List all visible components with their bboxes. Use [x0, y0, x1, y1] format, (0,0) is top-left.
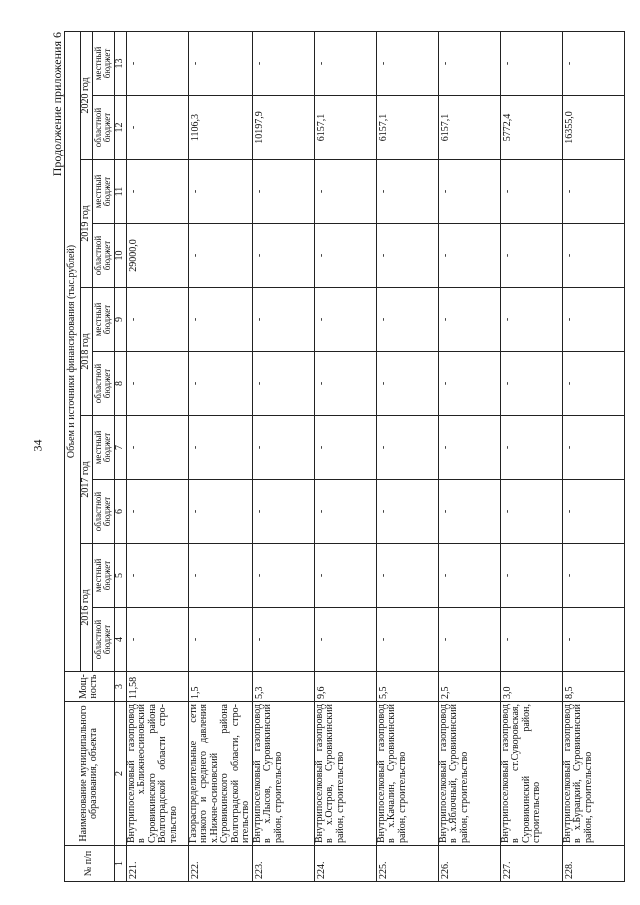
local-budget-value: - [438, 31, 500, 95]
regional-budget-value: - [438, 224, 500, 288]
financing-table [64, 31, 625, 882]
regional-budget-value: 5772,4 [500, 96, 562, 160]
local-budget-value: - [252, 544, 314, 608]
object-name: Внутрипоселковый газопровод в х.Остров, Суровикинский район, строительство [314, 702, 376, 846]
column-number: 9 [114, 288, 126, 352]
local-budget-value: - [188, 160, 252, 224]
header-year-2019: 2019 год [81, 160, 93, 288]
local-budget-value: - [252, 416, 314, 480]
regional-budget-value: - [438, 480, 500, 544]
regional-budget-value: - [500, 608, 562, 672]
local-budget-value: - [438, 544, 500, 608]
table-row [438, 31, 500, 881]
table-body [126, 31, 624, 881]
column-number: 2 [114, 702, 126, 846]
header-capacity: Мощ-ность [65, 672, 115, 702]
regional-budget-value: - [252, 608, 314, 672]
header-local-budget: местный бюджет [92, 288, 114, 352]
capacity-value: 2,5 [438, 672, 500, 702]
local-budget-value: - [500, 288, 562, 352]
row-number: 222. [188, 846, 252, 882]
object-name: Газораспределительные сети низкого и среднего давления х.Нижне-осиновский Суровикинского района Волгоградской области, стро-ительство [188, 702, 252, 846]
row-number: 227. [500, 846, 562, 882]
local-budget-value: - [500, 416, 562, 480]
row-number: 228. [562, 846, 624, 882]
header-year-2018: 2018 год [81, 288, 93, 416]
local-budget-value: - [376, 288, 438, 352]
page-number: 34 [30, 439, 45, 452]
local-budget-value: - [500, 160, 562, 224]
row-number: 226. [438, 846, 500, 882]
regional-budget-value: - [376, 480, 438, 544]
local-budget-value: - [314, 416, 376, 480]
capacity-value: 11,58 [126, 672, 188, 702]
column-number: 10 [114, 224, 126, 288]
header-local-budget: местный бюджет [92, 544, 114, 608]
column-number: 13 [114, 31, 126, 95]
local-budget-value: - [252, 288, 314, 352]
local-budget-value: - [376, 31, 438, 95]
regional-budget-value: 6157,1 [376, 96, 438, 160]
regional-budget-value: - [188, 608, 252, 672]
regional-budget-value: - [562, 608, 624, 672]
header-num: № п/п [65, 846, 115, 882]
object-name: Внутрипоселковый газопровод в х.Качалин, Суровикинский район, строительство [376, 702, 438, 846]
rotated-table-page [50, 32, 610, 882]
local-budget-value: - [314, 160, 376, 224]
local-budget-value: - [126, 31, 188, 95]
regional-budget-value: 1106,3 [188, 96, 252, 160]
capacity-value: 8,5 [562, 672, 624, 702]
regional-budget-value: 16355,0 [562, 96, 624, 160]
capacity-value: 3,0 [500, 672, 562, 702]
local-budget-value: - [500, 544, 562, 608]
regional-budget-value: - [500, 224, 562, 288]
column-number: 3 [114, 672, 126, 702]
table-row [252, 31, 314, 881]
local-budget-value: - [438, 288, 500, 352]
local-budget-value: - [376, 544, 438, 608]
local-budget-value: - [562, 31, 624, 95]
regional-budget-value: 10197,9 [252, 96, 314, 160]
row-number: 221. [126, 846, 188, 882]
object-name: Внутрипоселковый газопровод в х.Яблочный, Суровикинский район, строительство [438, 702, 500, 846]
local-budget-value: - [438, 160, 500, 224]
local-budget-value: - [188, 416, 252, 480]
local-budget-value: - [188, 31, 252, 95]
row-number: 225. [376, 846, 438, 882]
regional-budget-value: - [314, 608, 376, 672]
regional-budget-value: - [562, 224, 624, 288]
object-name: Внутрипоселковый газопровод в х.Бурацкий, Суровикинский район, строительство [562, 702, 624, 846]
local-budget-value: - [376, 160, 438, 224]
table-row [376, 31, 438, 881]
column-number: 7 [114, 416, 126, 480]
column-number: 11 [114, 160, 126, 224]
regional-budget-value: - [376, 608, 438, 672]
regional-budget-value: 6157,1 [314, 96, 376, 160]
local-budget-value: - [562, 160, 624, 224]
local-budget-value: - [438, 416, 500, 480]
regional-budget-value: - [126, 352, 188, 416]
column-number: 12 [114, 96, 126, 160]
local-budget-value: - [562, 544, 624, 608]
regional-budget-value: - [126, 608, 188, 672]
column-number: 8 [114, 352, 126, 416]
table-row [314, 31, 376, 881]
local-budget-value: - [500, 31, 562, 95]
local-budget-value: - [252, 160, 314, 224]
regional-budget-value: - [188, 352, 252, 416]
column-number: 6 [114, 480, 126, 544]
header-local-budget: местный бюджет [92, 416, 114, 480]
regional-budget-value: - [188, 480, 252, 544]
header-regional-budget: областной бюджет [92, 608, 114, 672]
regional-budget-value: - [188, 224, 252, 288]
object-name: Внутрипоселковый газопровод в ст.Суворовская, Суровикинский район, строительство [500, 702, 562, 846]
header-regional-budget: областной бюджет [92, 96, 114, 160]
local-budget-value: - [126, 160, 188, 224]
header-local-budget: местный бюджет [92, 31, 114, 95]
table-row [188, 31, 252, 881]
header-year-2020: 2020 год [81, 31, 93, 159]
regional-budget-value: - [314, 480, 376, 544]
row-number: 223. [252, 846, 314, 882]
header-funding: Объем и источники финансирования (тыс.рублей) [65, 31, 81, 671]
header-name: Наименование муниципального образования, объекта [65, 702, 115, 846]
header-year-2017: 2017 год [81, 416, 93, 544]
column-number: 4 [114, 608, 126, 672]
regional-budget-value: - [252, 224, 314, 288]
regional-budget-value: - [252, 352, 314, 416]
regional-budget-value: - [126, 96, 188, 160]
capacity-value: 1,5 [188, 672, 252, 702]
object-name: Внутрипоселковый газопровод в х.Ближнеосиновский Суровикинского района Волгоградской области стро-тельство [126, 702, 188, 846]
regional-budget-value: - [438, 352, 500, 416]
regional-budget-value: 29000,0 [126, 224, 188, 288]
local-budget-value: - [188, 288, 252, 352]
column-number: 1 [114, 846, 126, 882]
continuation-note: Продолжение приложения 6 [50, 32, 64, 177]
local-budget-value: - [314, 31, 376, 95]
capacity-value: 5,3 [252, 672, 314, 702]
table-row [562, 31, 624, 881]
local-budget-value: - [314, 544, 376, 608]
regional-budget-value: - [500, 352, 562, 416]
regional-budget-value: - [376, 224, 438, 288]
local-budget-value: - [126, 288, 188, 352]
local-budget-value: - [314, 288, 376, 352]
row-number: 224. [314, 846, 376, 882]
regional-budget-value: 6157,1 [438, 96, 500, 160]
regional-budget-value: - [314, 352, 376, 416]
capacity-value: 5,5 [376, 672, 438, 702]
capacity-value: 9,6 [314, 672, 376, 702]
object-name: Внутрипоселковый газопровод в х.Лысов, Суровикинский район, строительство [252, 702, 314, 846]
local-budget-value: - [376, 416, 438, 480]
regional-budget-value: - [562, 352, 624, 416]
regional-budget-value: - [126, 480, 188, 544]
local-budget-value: - [126, 544, 188, 608]
regional-budget-value: - [500, 480, 562, 544]
header-regional-budget: областной бюджет [92, 480, 114, 544]
regional-budget-value: - [252, 480, 314, 544]
column-number: 5 [114, 544, 126, 608]
local-budget-value: - [562, 288, 624, 352]
local-budget-value: - [252, 31, 314, 95]
header-regional-budget: областной бюджет [92, 352, 114, 416]
regional-budget-value: - [562, 480, 624, 544]
header-year-2016: 2016 год [81, 544, 93, 672]
regional-budget-value: - [314, 224, 376, 288]
local-budget-value: - [188, 544, 252, 608]
table-row [126, 31, 188, 881]
regional-budget-value: - [438, 608, 500, 672]
local-budget-value: - [126, 416, 188, 480]
header-regional-budget: областной бюджет [92, 224, 114, 288]
table-row [500, 31, 562, 881]
regional-budget-value: - [376, 352, 438, 416]
local-budget-value: - [562, 416, 624, 480]
header-local-budget: местный бюджет [92, 160, 114, 224]
